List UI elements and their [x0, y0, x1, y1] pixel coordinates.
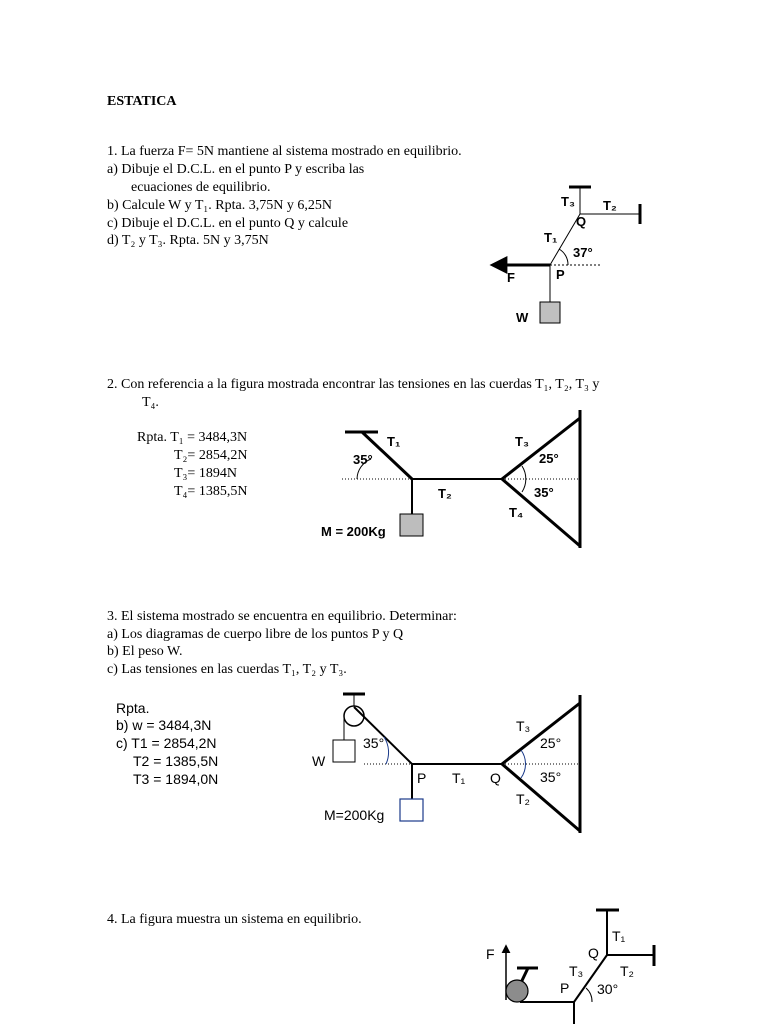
figure-label: P: [417, 770, 427, 786]
problem-3-answer-t2: T2 = 1385,5N: [133, 753, 219, 769]
figure-label: M=200Kg: [324, 807, 385, 823]
figure-label: T₂: [438, 486, 452, 501]
problem-1-item-a: a) Dibuje el D.C.L. en el punto P y escriba las: [107, 162, 365, 177]
figure-label: 37°: [573, 245, 593, 260]
figure-label: T₂: [620, 963, 634, 979]
problem-3-item-c: c) Las tensiones en las cuerdas T₁, T₂ y T₃.: [107, 662, 347, 677]
figure-2: [321, 410, 580, 548]
problem-1-intro: 1. La fuerza F= 5N mantiene al sistema mostrado en equilibrio.: [107, 144, 462, 159]
problem-2-answer-t4: T₄= 1385,5N: [174, 484, 248, 499]
figure-label: 35°: [363, 735, 385, 751]
figure-label: F: [486, 946, 495, 962]
figure-label: T₃: [561, 194, 575, 209]
problem-3-answer-t3: T3 = 1894,0N: [133, 771, 219, 787]
problem-2-answer-t1: Rpta. T₁ = 3484,3N: [137, 430, 248, 445]
figure-label: T₁: [452, 770, 466, 786]
problem-1-item-d: d) T₂ y T₃. Rpta. 5N y 3,75N: [107, 233, 269, 248]
figure-label: 25°: [540, 735, 562, 751]
figure-label: 35°: [540, 769, 562, 785]
page-title: ESTATICA: [107, 94, 177, 109]
figure-label: M = 200Kg: [321, 524, 386, 539]
problem-2-intro-cont: T₄.: [142, 395, 159, 410]
problem-3-item-b: b) El peso W.: [107, 644, 183, 659]
figure-label: 30°: [597, 981, 619, 997]
pulley: [506, 980, 528, 1002]
weight-block: [333, 740, 355, 762]
rope-t3: [502, 418, 580, 479]
figure-label: 35°: [534, 485, 554, 500]
angle-arc: [586, 988, 592, 1002]
figure-label: W: [516, 310, 529, 325]
figure-label: T₁: [544, 230, 558, 245]
pulley: [344, 706, 364, 726]
problem-3-answer-heading: Rpta.: [116, 700, 150, 716]
figure-label: Q: [588, 945, 599, 961]
figure-1: [493, 187, 640, 325]
problem-1-item-c: c) Dibuje el D.C.L. en el punto Q y calcule: [107, 216, 349, 231]
problem-2-intro: 2. Con referencia a la figura mostrada encontrar las tensiones en las cuerdas T₁, T₂, T₃ y: [107, 377, 600, 392]
figure-label: T₂: [516, 791, 530, 807]
figure-label: Q: [576, 214, 587, 229]
problem-2-answer-t2: T₂= 2854,2N: [174, 448, 248, 463]
figure-3: [312, 694, 580, 833]
figure-label: T₄: [509, 505, 524, 520]
figure-label: P: [560, 980, 570, 996]
mass-block: [400, 799, 423, 821]
mass-block: [400, 514, 423, 536]
figure-4: [486, 910, 654, 1024]
figure-label: T₃: [569, 963, 584, 979]
figure-label: T₁: [387, 434, 401, 449]
figure-label: T₂: [603, 198, 617, 213]
angle-arc: [559, 249, 568, 265]
figure-label: T₃: [515, 434, 529, 449]
figure-label: 35°: [353, 452, 373, 467]
problem-3-answer-t1: c) T1 = 2854,2N: [116, 735, 217, 751]
problem-2-answer-t3: T₃= 1894N: [174, 466, 237, 481]
problem-3-answer-w: b) w = 3484,3N: [116, 717, 212, 733]
figure-label: P: [556, 267, 565, 282]
figure-label: T₃: [516, 718, 531, 734]
rope-t3: [502, 703, 580, 764]
problem-1-item-a-cont: ecuaciones de equilibrio.: [131, 180, 271, 195]
weight-block: [540, 302, 560, 323]
problem-3-item-a: a) Los diagramas de cuerpo libre de los puntos P y Q: [107, 627, 404, 642]
problem-3-intro: 3. El sistema mostrado se encuentra en equilibrio. Determinar:: [107, 609, 457, 624]
figure-label: T₁: [612, 928, 626, 944]
problem-1-item-b: b) Calcule W y T₁. Rpta. 3,75N y 6,25N: [107, 198, 332, 213]
problem-4-intro: 4. La figura muestra un sistema en equilibrio.: [107, 912, 362, 927]
figure-label: 25°: [539, 451, 559, 466]
figure-label: W: [312, 753, 326, 769]
figure-label: F: [507, 270, 515, 285]
figure-label: Q: [490, 770, 501, 786]
